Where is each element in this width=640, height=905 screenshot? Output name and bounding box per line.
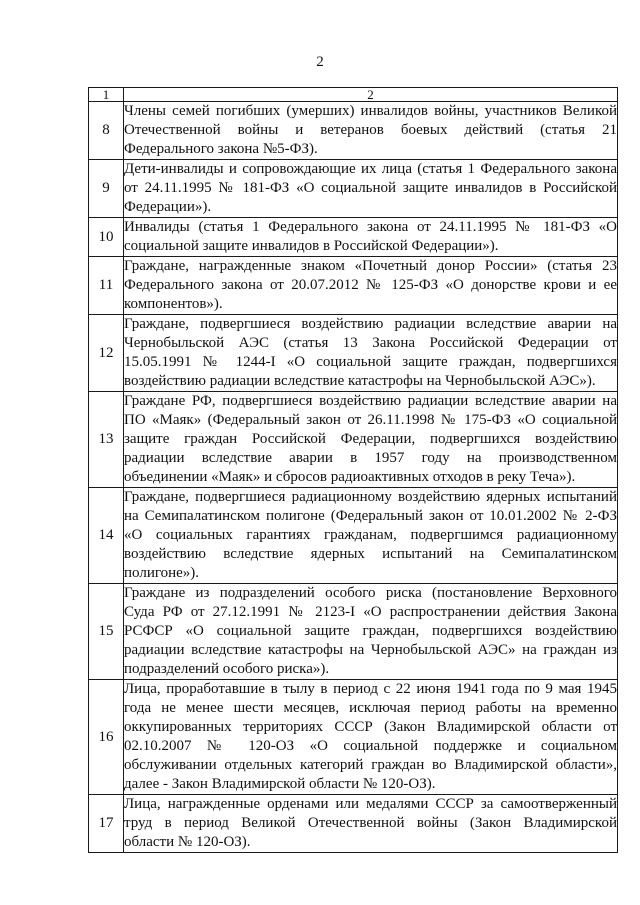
table-row <box>89 680 618 795</box>
description-line: 02.10.2007 № 120-ОЗ «О социальной поддержке и социальном <box>124 738 617 754</box>
description-line: ПО «Маяк» (Федеральный закон от 26.11.1998 № 175-ФЗ «О социальной <box>124 412 617 428</box>
table-row <box>89 315 618 392</box>
row-number: 16 <box>89 680 124 795</box>
row-number: 9 <box>89 160 124 218</box>
description-line: Граждане, подвергшиеся радиационному воздействию ядерных испытаний <box>124 489 617 505</box>
description-line: объединении «Маяк» и сбросов радиоактивных отходов в реку Теча»). <box>124 469 576 485</box>
page-number: 2 <box>316 54 324 70</box>
description-line: Федерального закона №5-ФЗ). <box>124 141 318 157</box>
description-line: оккупированных территориях СССР (Закон Владимирской области от <box>124 719 617 735</box>
table-row <box>89 795 618 853</box>
description-line: Чернобыльской АЭС (статья 13 Закона Российской Федерации от <box>124 335 617 351</box>
row-description <box>124 488 618 584</box>
row-number: 8 <box>89 102 124 160</box>
row-number: 11 <box>89 257 124 315</box>
description-line: Дети-инвалиды и сопровождающие их лица (статья 1 Федерального закона <box>124 161 617 177</box>
row-description <box>124 218 618 257</box>
description-line: радиации вследствие катастрофы на Чернобыльской АЭС» на граждан из <box>124 642 617 658</box>
table-row <box>89 488 618 584</box>
description-line: воздействию вследствие ядерных испытаний на Семипалатинском <box>124 546 617 562</box>
description-line: Граждане, подвергшиеся воздействию радиации вследствие аварии на <box>124 316 617 332</box>
description-line: обслуживании отдельных категорий граждан во Владимирской области», <box>124 757 617 773</box>
column-header-number: 1 <box>89 88 124 102</box>
row-number: 13 <box>89 392 124 488</box>
row-description <box>124 795 618 853</box>
description-line: Граждане РФ, подвергшиеся воздействию радиации вследствие аварии на <box>124 393 617 409</box>
row-description <box>124 257 618 315</box>
table-row <box>89 257 618 315</box>
description-line: года не менее шести месяцев, исключая период работы на временно <box>124 700 617 716</box>
table-row <box>89 102 618 160</box>
description-line: Инвалиды (статья 1 Федерального закона от 24.11.1995 № 181-ФЗ «О <box>124 219 617 235</box>
description-line: Граждане, награжденные знаком «Почетный донор России» (статья 23 <box>124 258 617 274</box>
description-line: воздействию радиации вследствие катастрофы на Чернобыльской АЭС»). <box>124 373 596 389</box>
row-number: 10 <box>89 218 124 257</box>
description-line: Отечественной войны и ветеранов боевых действий (статья 21 <box>124 122 617 138</box>
description-line: компонентов»). <box>124 296 223 312</box>
row-number: 12 <box>89 315 124 392</box>
row-description <box>124 102 618 160</box>
row-description <box>124 315 618 392</box>
description-line: «О социальных гарантиях гражданам, подвергшимся радиационному <box>124 527 617 543</box>
row-description <box>124 392 618 488</box>
description-line: полигоне»). <box>124 565 200 581</box>
description-line: Суда РФ от 27.12.1991 № 2123-I «О распространении действия Закона <box>124 604 617 620</box>
description-line: 15.05.1991 № 1244-I «О социальной защите граждан, подвергшихся <box>124 354 617 370</box>
description-line: защите граждан Российской Федерации, подвергшихся воздействию <box>124 431 617 447</box>
description-line: Члены семей погибших (умерших) инвалидов войны, участников Великой <box>124 103 617 119</box>
description-line: Федерального закона от 20.07.2012 № 125-ФЗ «О донорстве крови и ее <box>124 277 617 293</box>
description-line: РСФСР «О социальной защите граждан, подвергшихся воздействию <box>124 623 617 639</box>
description-line: Граждане из подразделений особого риска (постановление Верховного <box>124 585 617 601</box>
description-line: радиации вследствие аварии в 1957 году на производственном <box>124 450 617 466</box>
table-row <box>89 160 618 218</box>
description-line: Лица, награжденные орденами или медалями СССР за самоотверженный <box>124 796 617 812</box>
description-line: Лица, проработавшие в тылу в период с 22 июня 1941 года по 9 мая 1945 <box>124 681 617 697</box>
description-line: труд в период Великой Отечественной войны (Закон Владимирской <box>124 815 617 831</box>
description-line: Федерации»). <box>124 199 212 215</box>
row-description <box>124 584 618 680</box>
table-header-row <box>89 88 618 102</box>
benefits-table <box>88 87 618 853</box>
description-line: области № 120-ОЗ). <box>124 834 251 850</box>
description-line: подразделений особого риска»). <box>124 661 330 677</box>
description-line: от 24.11.1995 № 181-ФЗ «О социальной защите инвалидов в Российской <box>124 180 617 196</box>
table-row <box>89 392 618 488</box>
description-line: на Семипалатинском полигоне (Федеральный закон от 10.01.2002 № 2-ФЗ <box>124 508 617 524</box>
table-row <box>89 584 618 680</box>
row-number: 15 <box>89 584 124 680</box>
row-number: 14 <box>89 488 124 584</box>
row-description <box>124 160 618 218</box>
row-number: 17 <box>89 795 124 853</box>
column-header-description: 2 <box>124 88 618 102</box>
description-line: социальной защите инвалидов в Российской Федерации»). <box>124 238 499 254</box>
table-row <box>89 218 618 257</box>
description-line: далее - Закон Владимирской области № 120-ОЗ). <box>124 776 436 792</box>
row-description <box>124 680 618 795</box>
